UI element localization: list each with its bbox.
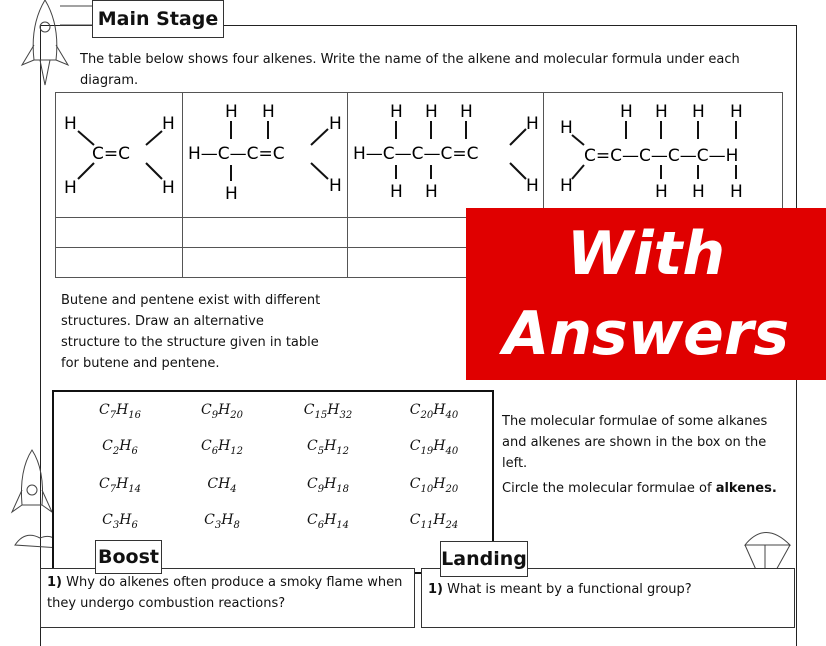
alternative-structure-text: Butene and pentene exist with different structures. Draw an alternative structure to the structure given in table for butene and pentene. [61, 293, 321, 371]
landing-panel [421, 568, 795, 628]
carbon: C [207, 476, 219, 492]
carbon: C [98, 402, 110, 418]
structure-pentene [544, 93, 783, 218]
carbon-count: 10 [420, 483, 434, 495]
hydrogen: H [324, 512, 337, 528]
hydrogen: H [433, 512, 446, 528]
molecular-formula[interactable] [70, 438, 170, 457]
landing-num: 1) [428, 582, 443, 597]
carbon: C [409, 476, 421, 492]
hydrogen: H [218, 476, 231, 492]
hydrogen-count: 18 [336, 483, 350, 495]
molecular-formula[interactable] [70, 402, 170, 421]
carbon-count: 9 [317, 483, 325, 495]
atom: H [64, 178, 77, 198]
atom: H—C—C=C [188, 144, 285, 164]
atom: H [655, 182, 668, 202]
carbon: C [409, 438, 421, 454]
carbon: C [409, 402, 421, 418]
hydrogen: H [221, 512, 234, 528]
carbon-count: 11 [420, 519, 434, 531]
landing-question: What is meant by a functional group? [443, 582, 692, 597]
atom: H [225, 184, 238, 204]
carbon-count: 7 [109, 409, 117, 421]
carbon-count: 3 [214, 519, 222, 531]
banner-line2: Answers [502, 299, 790, 369]
molecular-formula[interactable] [70, 476, 170, 495]
boost-title: Boost [95, 540, 162, 574]
carbon: C [303, 402, 315, 418]
atom: H [162, 178, 175, 198]
structure-ethene [56, 93, 183, 218]
carbon-count: 6 [317, 519, 325, 531]
with-answers-banner [466, 208, 826, 380]
carbon-count: 7 [109, 483, 117, 495]
hydrogen-count: 32 [339, 409, 353, 421]
hydrogen: H [433, 476, 446, 492]
atom: H [225, 102, 238, 122]
carbon: C [306, 512, 318, 528]
carbon: C [200, 402, 212, 418]
hydrogen-count: 40 [445, 445, 459, 457]
atom: H [692, 102, 705, 122]
hydrogen: H [324, 476, 337, 492]
hydrogen-count: 24 [445, 519, 459, 531]
carbon: C [102, 438, 113, 454]
hydrogen: H [324, 438, 337, 454]
molecular-formula[interactable] [384, 438, 484, 457]
carbon: C [409, 512, 421, 528]
carbon: C [98, 476, 110, 492]
carbon: C [200, 438, 212, 454]
molecular-formula[interactable] [172, 402, 272, 421]
hydrogen: H [119, 438, 132, 454]
carbon: C [306, 476, 318, 492]
molecular-formula[interactable] [172, 476, 272, 495]
formulae-description: The molecular formulae of some alkanes and alkenes are shown in the box on the left. [502, 414, 768, 471]
atom: H [425, 102, 438, 122]
atom: H [262, 102, 275, 122]
carbon-count: 3 [112, 519, 120, 531]
banner-line1: With [566, 219, 726, 289]
molecular-formula[interactable] [278, 438, 378, 457]
atom: H [655, 102, 668, 122]
name-cell[interactable] [183, 218, 348, 248]
atom: H [560, 176, 573, 196]
hydrogen-count: 4 [230, 483, 237, 495]
hydrogen-count: 12 [230, 445, 244, 457]
atom: H [526, 176, 539, 196]
hydrogen: H [116, 402, 129, 418]
main-stage-title: Main Stage [92, 0, 224, 38]
atom: H [526, 114, 539, 134]
formula-cell[interactable] [56, 248, 183, 278]
atom: H [329, 114, 342, 134]
molecular-formula[interactable] [172, 512, 272, 531]
hydrogen-count: 12 [336, 445, 350, 457]
circle-instruction [502, 478, 792, 499]
molecular-formula[interactable] [172, 438, 272, 457]
hydrogen-count: 14 [128, 483, 142, 495]
carbon: C [102, 512, 113, 528]
molecular-formula[interactable] [278, 512, 378, 531]
hydrogen-count: 6 [131, 445, 138, 457]
hydrogen-count: 20 [445, 483, 459, 495]
carbon-count: 6 [211, 445, 219, 457]
carbon: C [204, 512, 215, 528]
boost-question: Why do alkenes often produce a smoky flame when they undergo combustion reactions? [47, 575, 403, 611]
hydrogen-count: 6 [131, 519, 138, 531]
structure-propene [183, 93, 348, 218]
molecular-formula[interactable] [70, 512, 170, 531]
hydrogen: H [433, 438, 446, 454]
boost-panel [40, 568, 415, 628]
atom: H [730, 182, 743, 202]
name-cell[interactable] [56, 218, 183, 248]
hydrogen-count: 14 [336, 519, 350, 531]
atom: H [425, 182, 438, 202]
hydrogen: H [116, 476, 129, 492]
hydrogen: H [218, 438, 231, 454]
atom: C=C—C—C—C—H [584, 146, 739, 166]
atom: H [390, 102, 403, 122]
atom: H [460, 102, 473, 122]
carbon-count: 15 [314, 409, 328, 421]
molecular-formula[interactable] [384, 512, 484, 531]
atom: H [390, 182, 403, 202]
molecular-formula[interactable] [384, 402, 484, 421]
structure-butene [348, 93, 544, 218]
hydrogen: H [119, 512, 132, 528]
atom: H [162, 114, 175, 134]
instruction-text: The table below shows four alkenes. Write the name of the alkene and molecular formula under each diagram. [80, 52, 740, 88]
hydrogen-count: 20 [230, 409, 244, 421]
carbon-count: 9 [211, 409, 219, 421]
circle-bold: alkenes. [715, 481, 777, 496]
carbon-count: 2 [112, 445, 120, 457]
carbon-count: 20 [420, 409, 434, 421]
molecular-formula[interactable] [278, 402, 378, 421]
hydrogen-count: 8 [233, 519, 240, 531]
atom: H—C—C—C=C [353, 144, 479, 164]
carbon-count: 5 [317, 445, 325, 457]
landing-title: Landing [440, 541, 528, 577]
hydrogen: H [433, 402, 446, 418]
boost-num: 1) [47, 575, 62, 590]
carbon-count: 19 [420, 445, 434, 457]
hydrogen-count: 16 [128, 409, 142, 421]
hydrogen: H [327, 402, 340, 418]
molecular-formula[interactable] [278, 476, 378, 495]
atom: C=C [92, 144, 130, 164]
atom: H [64, 114, 77, 134]
atom: H [692, 182, 705, 202]
atom: H [620, 102, 633, 122]
formula-cell[interactable] [183, 248, 348, 278]
carbon: C [306, 438, 318, 454]
molecular-formula[interactable] [384, 476, 484, 495]
atom: H [730, 102, 743, 122]
hydrogen-count: 40 [445, 409, 459, 421]
circle-text: Circle the molecular formulae of [502, 481, 716, 496]
hydrogen: H [218, 402, 231, 418]
atom: H [560, 118, 573, 138]
atom: H [329, 176, 342, 196]
